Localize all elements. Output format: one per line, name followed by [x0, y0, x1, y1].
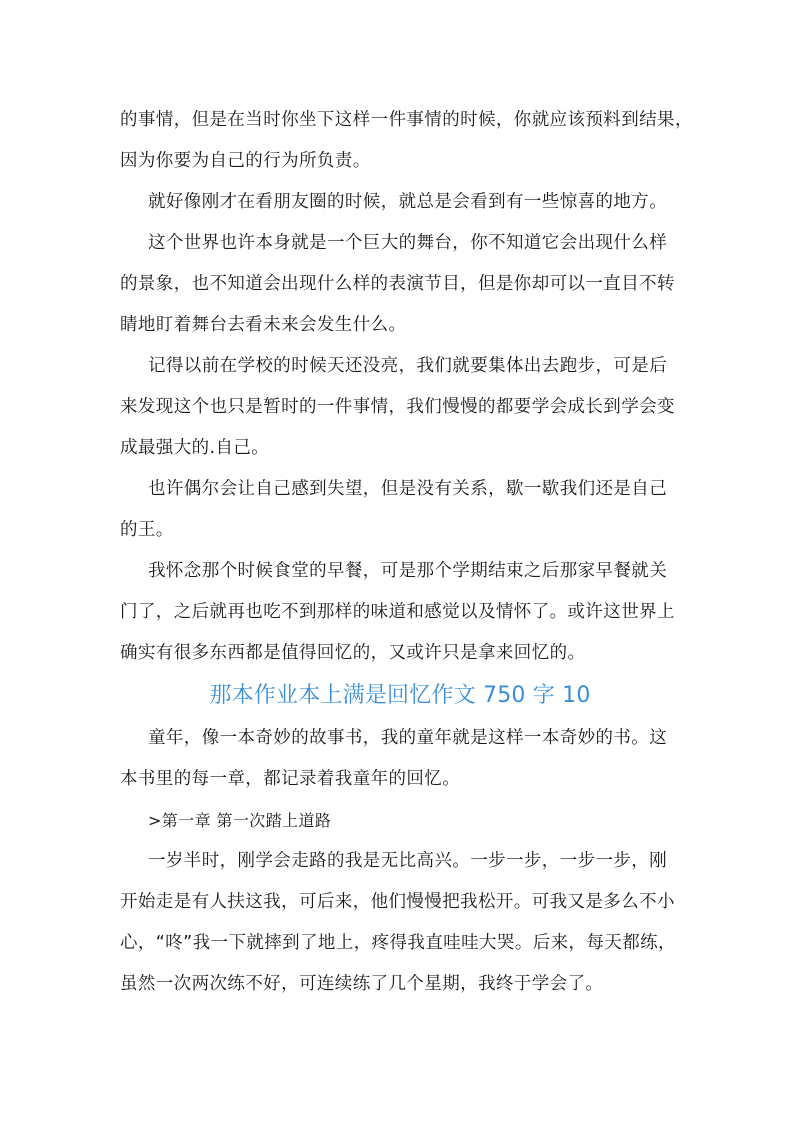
- text-line: 童年，像一本奇妙的故事书，我的童年就是这样一本奇妙的书。这: [148, 728, 668, 748]
- text-line: 的景象，也不知道会出现什么样的表演节目，但是你却可以一直目不转: [120, 274, 675, 294]
- text-line: 因为你要为自己的行为所负责。: [120, 151, 371, 171]
- text-line: 这个世界也许本身就是一个巨大的舞台，你不知道它会出现什么样: [148, 233, 668, 253]
- text-line: 来发现这个也只是暂时的一件事情，我们慢慢的都要学会成长到学会变: [120, 397, 675, 417]
- text-line: 记得以前在学校的时候天还没亮，我们就要集体出去跑步，可是后: [148, 356, 668, 376]
- text-line: 的事情，但是在当时你坐下这样一件事情的时候，你就应该预料到结果，: [120, 110, 693, 130]
- paragraph: [120, 182, 680, 223]
- text-line: 的王。: [120, 520, 174, 540]
- text-line: 心，“咚”我一下就摔到了地上，疼得我直哇哇大哭。后来，每天都练，: [120, 933, 676, 953]
- section-heading: 那本作业本上满是回忆作文 750 字 10: [209, 683, 591, 708]
- paragraph: [120, 551, 680, 674]
- text-line: 成最强大的.自己。: [120, 438, 270, 458]
- paragraph: [120, 469, 680, 551]
- text-line: 本书里的每一章，都记录着我童年的回忆。: [120, 769, 461, 789]
- text-line: 门了，之后就再也吃不到那样的味道和感觉以及情怀了。或许这世界上: [120, 602, 675, 622]
- paragraph: [120, 346, 680, 469]
- text-line: 我怀念那个时候食堂的早餐，可是那个学期结束之后那家早餐就关: [148, 561, 668, 581]
- text-line: 就好像刚才在看朋友圈的时候，就总是会看到有一些惊喜的地方。: [148, 192, 668, 212]
- text-line: 一岁半时，刚学会走路的我是无比高兴。一步一步，一步一步，刚: [148, 851, 668, 871]
- text-line: 虽然一次两次练不好，可连续练了几个星期，我终于学会了。: [120, 974, 604, 994]
- paragraph: [120, 718, 680, 800]
- paragraph: [120, 841, 680, 1005]
- text-line: >第一章 第一次踏上道路: [148, 811, 332, 830]
- text-line: 也许偶尔会让自己感到失望，但是没有关系，歇一歇我们还是自己: [148, 479, 668, 499]
- paragraph: [120, 223, 680, 346]
- paragraph: [120, 100, 693, 182]
- text-line: 开始走是有人扶这我，可后来，他们慢慢把我松开。可我又是多么不小: [120, 892, 675, 912]
- document-page: [120, 100, 693, 1005]
- text-line: 睛地盯着舞台去看未来会发生什么。: [120, 315, 407, 335]
- chapter-subheading: [120, 800, 680, 841]
- text-line: 确实有很多东西都是值得回忆的，又或许只是拿来回忆的。: [120, 643, 586, 663]
